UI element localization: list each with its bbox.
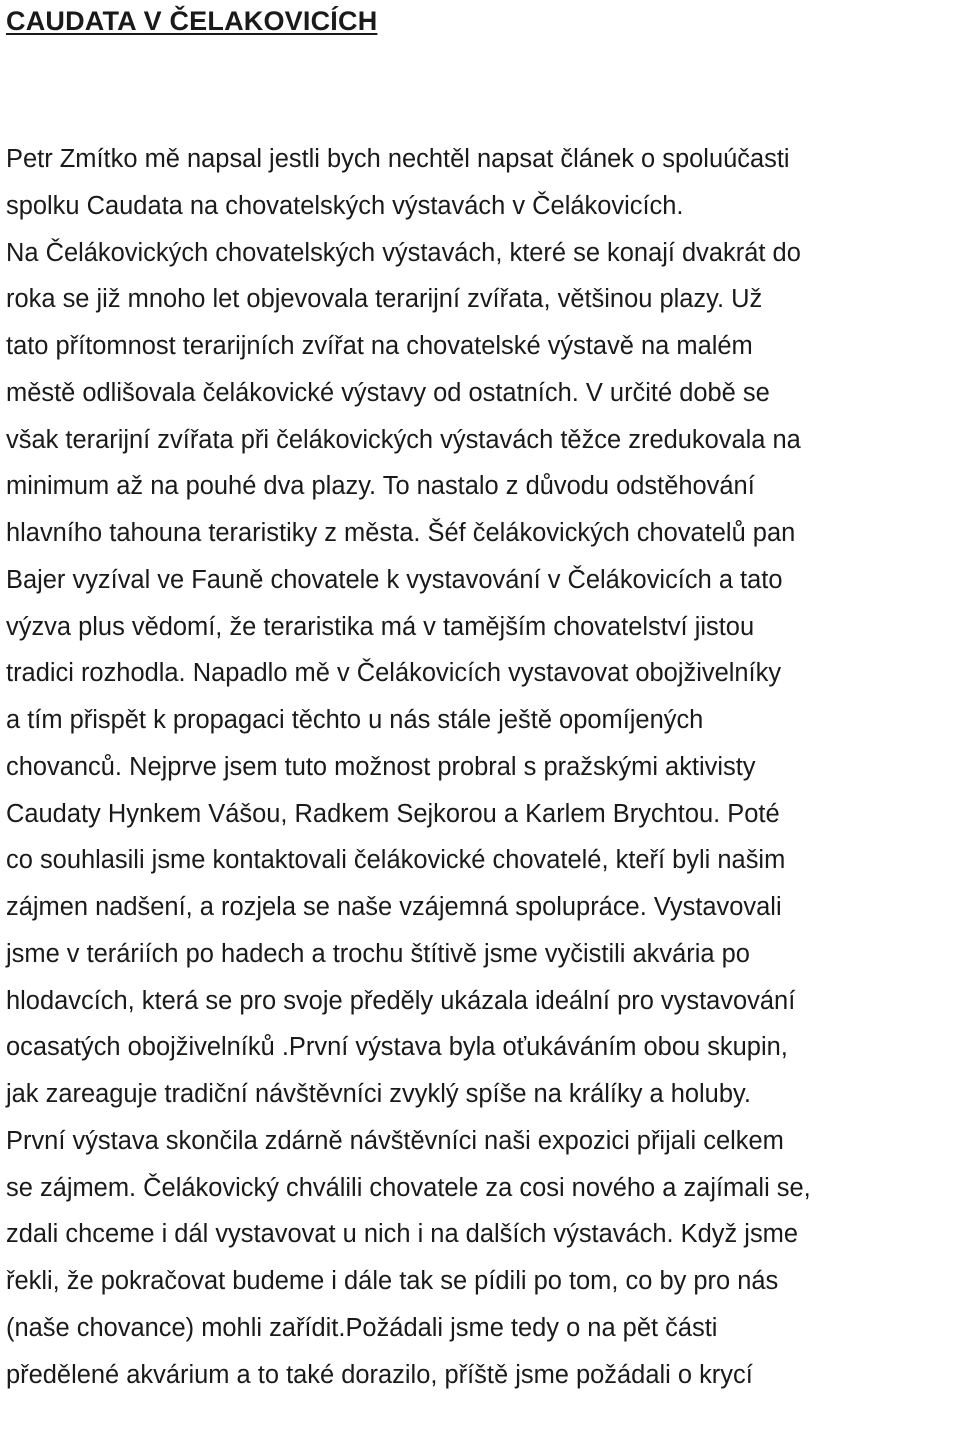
text-line: hlodavcích, která se pro svoje předěly ukázala ideální pro vystavování	[6, 986, 796, 1015]
text-line: ocasatých obojživelníků .První výstava byla oťukáváním obou skupin,	[6, 1033, 788, 1062]
text-line: Caudaty Hynkem Vášou, Radkem Sejkorou a Karlem Brychtou. Poté	[6, 799, 780, 828]
text-line: Bajer vyzíval ve Fauně chovatele k vystavování v Čelákovicích a tato	[6, 565, 783, 594]
text-line: řekli, že pokračovat budeme i dále tak se pídili po tom, co by pro nás	[6, 1267, 779, 1295]
text-line: městě odlišovala čelákovické výstavy od ostatních. V určité době se	[6, 378, 770, 407]
text-line: co souhlasili jsme kontaktovali čelákovické chovatelé, kteří byli našim	[6, 846, 786, 875]
text-line: tradici rozhodla. Napadlo mě v Čelákovicích vystavovat obojživelníky	[6, 659, 782, 688]
document-title: CAUDATA V ČELAKOVICÍCH	[6, 6, 378, 36]
text-line: chovanců. Nejprve jsem tuto možnost probral s pražskými aktivisty	[6, 752, 756, 781]
text-line: předělené akvárium a to také dorazilo, příště jsme požádali o krycí	[6, 1360, 753, 1389]
text-line: roka se již mnoho let objevovala terarijní zvířata, většinou plazy. Už	[6, 285, 763, 314]
text-line: a tím přispět k propagaci těchto u nás stále ještě opomíjených	[6, 706, 704, 734]
text-line: První výstava skončila zdárně návštěvníci naši expozici přijali celkem	[6, 1126, 784, 1155]
text-line: jsme v teráriích po hadech a trochu štítivě jsme vyčistili akvária po	[6, 939, 750, 968]
text-line: se zájmem. Čelákovický chválili chovatele za cosi nového a zajímali se,	[6, 1173, 811, 1202]
text-line: zdali chceme i dál vystavovat u nich i na dalších výstavách. Když jsme	[6, 1220, 799, 1249]
text-line: zájmen nadšení, a rozjela se naše vzájemná spolupráce. Vystavovali	[6, 893, 782, 921]
text-line: minimum až na pouhé dva plazy. To nastalo z důvodu odstěhování	[6, 472, 755, 501]
text-line: Na Čelákovických chovatelských výstavách, které se konají dvakrát do	[6, 238, 801, 267]
text-line: však terarijní zvířata při čelákovických výstavách těžce zredukovala na	[6, 425, 801, 454]
text-line: jak zareaguje tradiční návštěvníci zvyklý spíše na králíky a holuby.	[6, 1080, 751, 1108]
text-line: hlavního tahouna teraristiky z města. Šéf čelákovických chovatelů pan	[6, 519, 796, 547]
article-body	[6, 136, 956, 1398]
text-line: výzva plus vědomí, že teraristika má v tamějším chovatelství jistou	[6, 612, 755, 641]
text-line: (naše chovance) mohli zařídit.Požádali jsme tedy o na pět části	[6, 1313, 718, 1342]
text-line: spolku Caudata na chovatelských výstavách v Čelákovicích.	[6, 191, 684, 220]
text-line: Petr Zmítko mě napsal jestli bych nechtěl napsat článek o spoluúčasti	[6, 145, 790, 173]
text-line: tato přítomnost terarijních zvířat na chovatelské výstavě na malém	[6, 332, 753, 360]
